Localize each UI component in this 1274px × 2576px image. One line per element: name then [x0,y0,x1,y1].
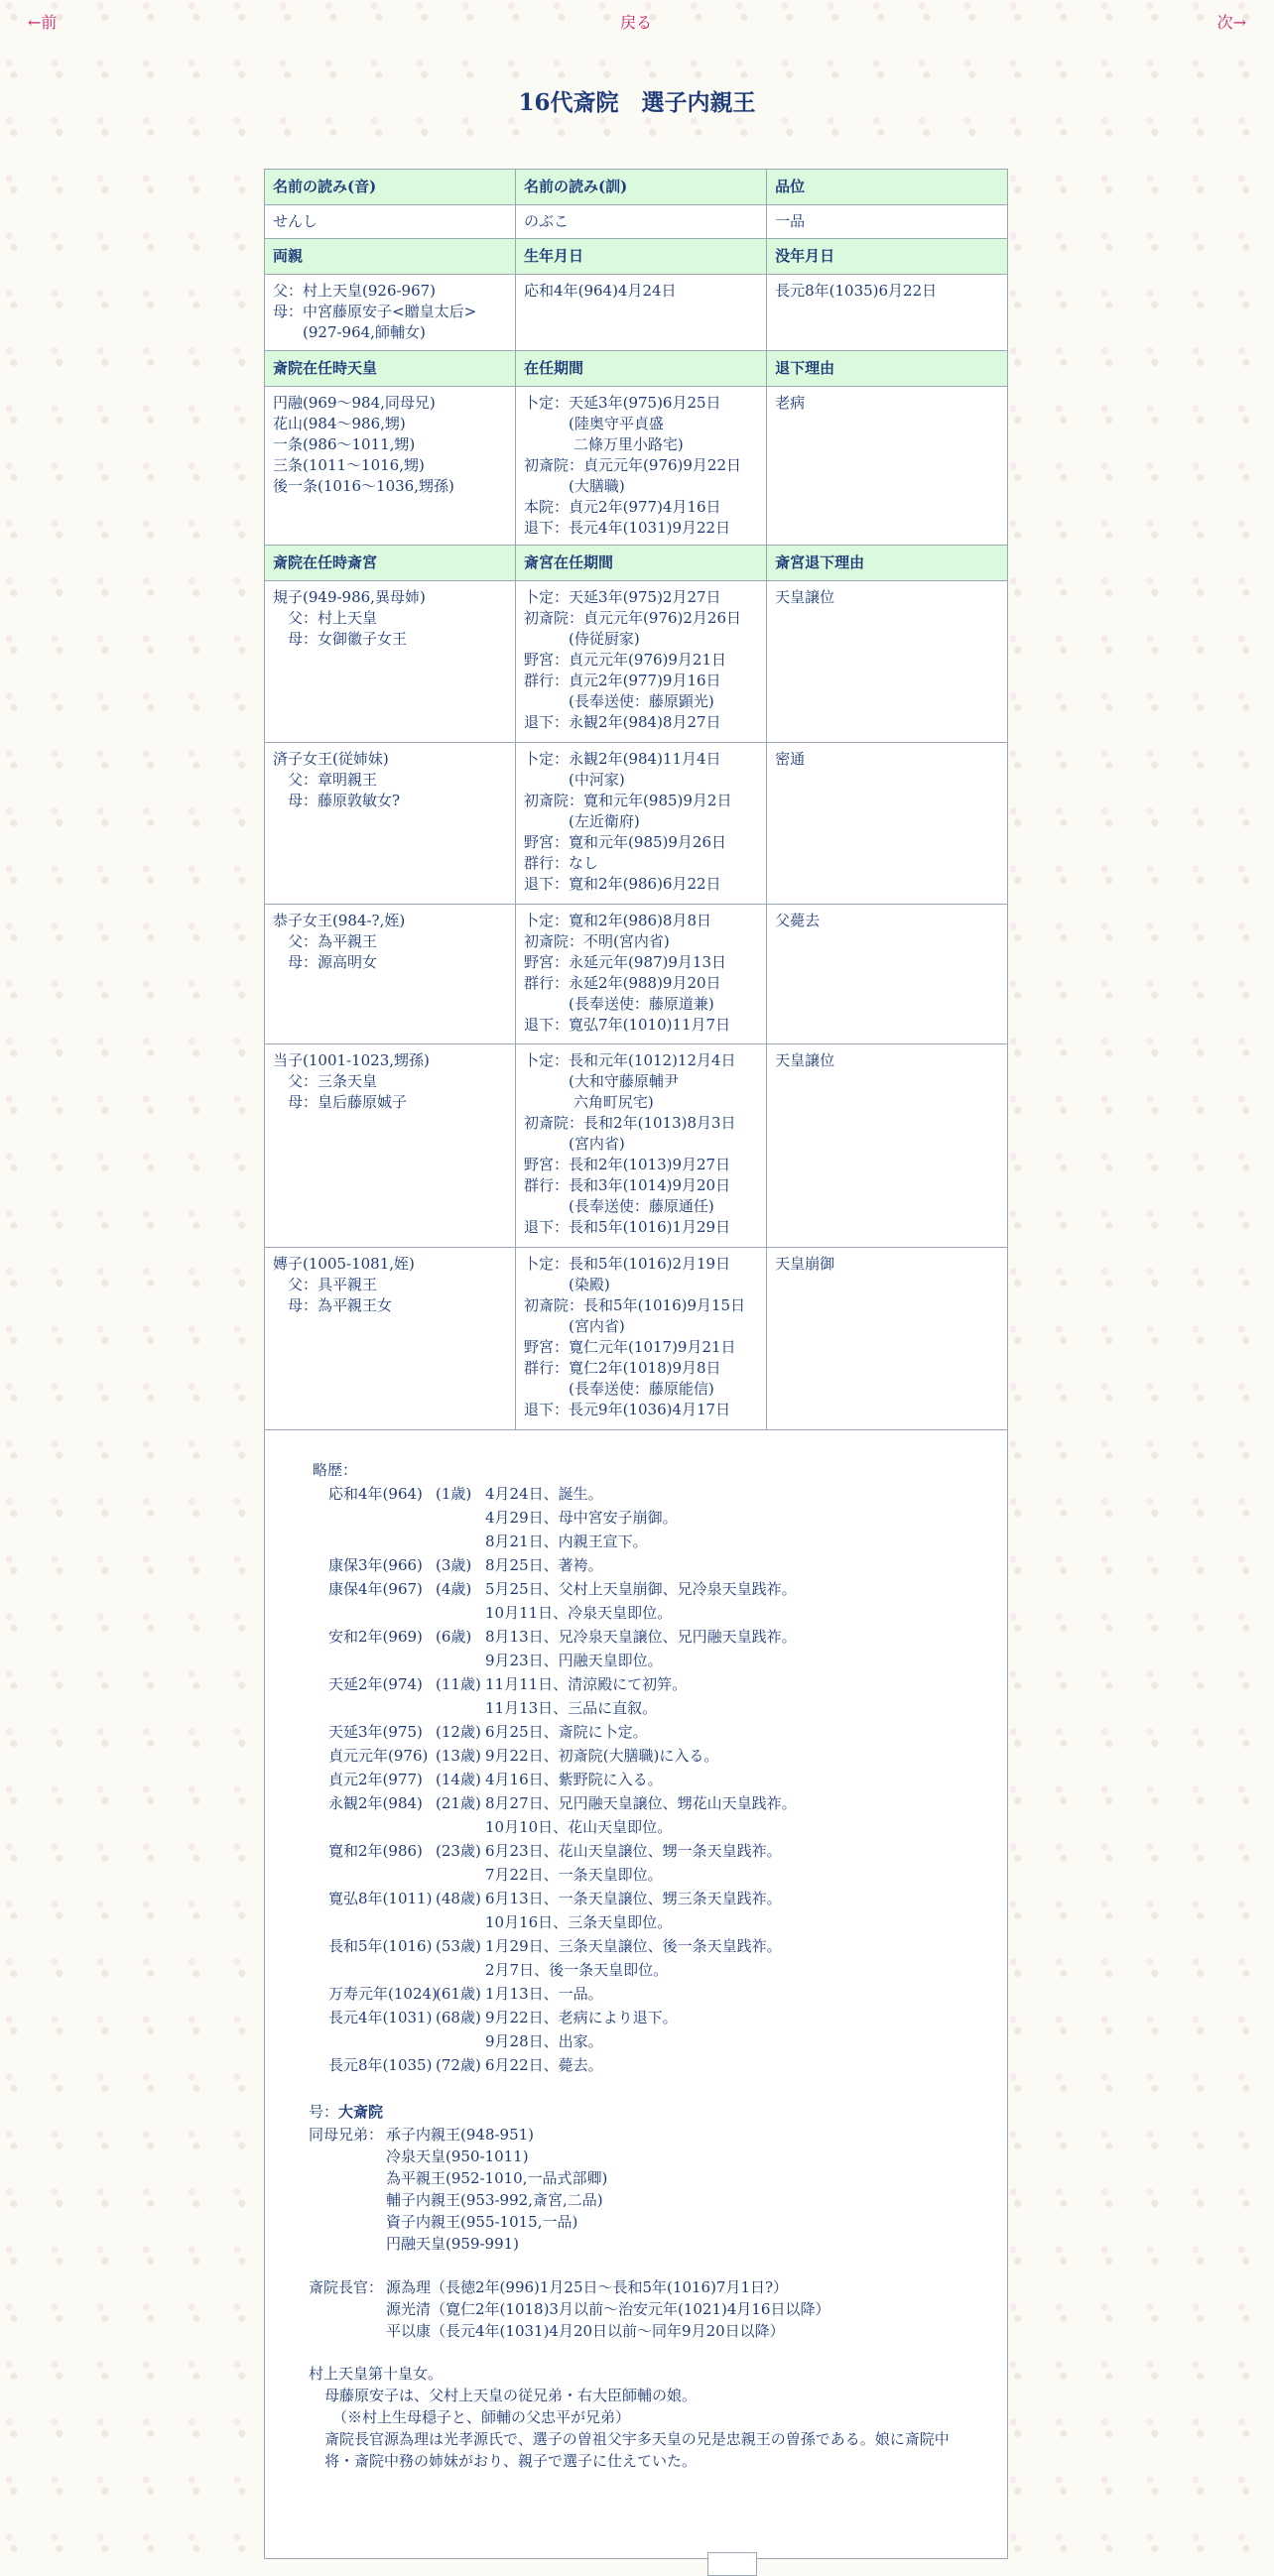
saigu-period-line: 退下：長元9年(1036)4月17日 [524,1401,731,1418]
saigu-name-line: 父：具平親王 [273,1276,378,1293]
ryakureki-event: 7月22日、一条天皇即位。 [485,1866,663,1884]
ryakureki-era: 長和5年(1016) [328,1937,433,1955]
ryakureki-event: 5月25日、父村上天皇崩御、兄冷泉天皇践祚。 [485,1580,797,1598]
saigu-period-cell [516,581,767,743]
saigu-period-line: 野宮：寛和元年(985)9月26日 [524,833,727,851]
death-date: 長元8年(1035)6月22日 [767,275,1008,351]
birth-date: 応和4年(964)4月24日 [516,275,767,351]
ryakureki-age: (13歳) [436,1747,481,1765]
ryakureki-event: 8月21日、内親王宣下。 [485,1533,648,1550]
sibling-row [309,2232,973,2254]
saigu-period-line: 退下：寛弘7年(1010)11月7日 [524,1016,731,1034]
ryakureki-event: 9月23日、円融天皇即位。 [485,1652,663,1669]
saigu-reason: 父薨去 [767,905,1008,1044]
chokan-entry: 平以康（長元4年(1031)4月20日以前～同年9月20日以降） [386,2322,785,2340]
ryakureki-age: (6歳) [436,1628,472,1646]
ryakureki-row [309,1910,973,1934]
ryakureki-era: 長元4年(1031) [328,2009,433,2026]
parent-line: (927-964,師輔女) [273,323,426,341]
sibling-row [309,2123,973,2145]
profile-table [264,169,1008,2559]
ryakureki-age: (3歳) [436,1556,472,1574]
saigu-period-line: 退下：寛和2年(986)6月22日 [524,875,721,893]
parent-line: 父：村上天皇(926-967) [273,282,437,300]
saigu-period-line: (中河家) [524,771,625,789]
ryakureki-row [309,1768,973,1791]
period-line: (大膳職) [524,477,625,495]
chokan-row [309,2319,973,2341]
saigu-name-line: 父：村上天皇 [273,609,378,627]
ryakureki-event: 6月22日、薨去。 [485,2056,603,2074]
saigu-period-line: 卜定：長和5年(1016)2月19日 [524,1255,731,1273]
saigu-period-line: 群行：長和3年(1014)9月20日 [524,1176,731,1194]
sibling-row [309,2145,973,2166]
saigu-name-line: 母：女御徽子女王 [273,630,408,648]
period-line: 退下：長元4年(1031)9月22日 [524,519,731,537]
header-cell: 品位 [767,170,1008,205]
period-line: 本院：貞元2年(977)4月16日 [524,498,721,516]
saigu-period-line: 退下：長和5年(1016)1月29日 [524,1218,731,1236]
next-link[interactable]: 次→ [1216,13,1246,32]
saigu-period-cell [516,1044,767,1248]
saigu-period-line: (宮内省) [524,1317,625,1335]
prev-link[interactable]: ←前 [28,13,58,32]
ryakureki-era: 長元8年(1035) [328,2056,433,2074]
ryakureki-event: 6月13日、一条天皇譲位、甥三条天皇践祚。 [485,1890,782,1907]
ryakureki-row [309,1530,973,1553]
parent-line: 母：中宮藤原安子<贈皇太后> [273,303,477,320]
saigu-name-line: 規子(949-986,異母姉) [273,588,426,606]
saigu-row [265,1248,1008,1430]
ryakureki-era: 貞元2年(977) [328,1771,423,1788]
ryakureki-row [309,1601,973,1625]
saigu-period-line: 群行：貞元2年(977)9月16日 [524,672,721,689]
header-cell: 両親 [265,239,516,275]
saigu-row [265,1044,1008,1248]
ryakureki-age: (12歳) [436,1723,481,1741]
ryakureki-age: (72歳) [436,2056,481,2074]
ryakureki-row [309,1815,973,1839]
saigu-period-line: (左近衛府) [524,812,640,830]
sibling-name: 為平親王(952-1010,一品式部卿) [386,2169,608,2187]
ryakureki-row [309,1863,973,1887]
siblings-label: 同母兄弟： [309,2126,384,2144]
reading-on: せんし [265,205,516,239]
ryakureki-row [309,1958,973,1982]
ryakureki-age: (48歳) [436,1890,481,1907]
saigu-period-line: 六角町尻宅) [524,1093,654,1111]
emperor-line: 後一条(1016～1036,甥孫) [273,477,454,495]
ryakureki-row [309,2053,973,2077]
sibling-name: 資子内親王(955-1015,一品) [386,2213,578,2231]
note-line: 村上天皇第十皇女。 [309,2365,444,2383]
header-row [265,351,1008,387]
ryakureki-event: 6月23日、花山天皇譲位、甥一条天皇践祚。 [485,1842,782,1860]
ryakureki-era: 貞元元年(976) [328,1747,429,1765]
ryakureki-event: 1月13日、一品。 [485,1985,603,2003]
header-cell: 斎院在任時斎宮 [265,546,516,581]
ryakureki-row [309,1791,973,1815]
period-line: (陸奥守平貞盛 [524,415,664,432]
sibling-row [309,2166,973,2188]
ryakureki-event: 1月29日、三条天皇譲位、後一条天皇践祚。 [485,1937,782,1955]
saigu-period-line: 群行：寛仁2年(1018)9月8日 [524,1359,721,1377]
ryakureki-row [309,1839,973,1863]
header-cell: 名前の読み(音) [265,170,516,205]
chokan-row [309,2297,973,2319]
sibling-name: 円融天皇(959-991) [386,2235,520,2253]
saigu-name-line: 母：皇后藤原娍子 [273,1093,408,1111]
emperor-line: 一条(986～1011,甥) [273,435,416,453]
saigu-name-line: 母：源高明女 [273,953,378,971]
ryakureki-row [309,1553,973,1577]
ryakureki-event: 9月22日、初斎院(大膳職)に入る。 [485,1747,719,1765]
ryakureki-age: (21歳) [436,1794,481,1812]
saigu-name-line: 父：為平親王 [273,932,378,950]
saigu-period-line: 群行：なし [524,854,599,872]
ryakureki-era: 寛弘8年(1011) [328,1890,433,1907]
saigu-period-line: (長奉送使：藤原能信) [524,1380,714,1398]
header-cell: 斎宮退下理由 [767,546,1008,581]
saigu-name-cell [265,1044,516,1248]
tenure-row [265,387,1008,546]
gou-label: 号： [309,2103,339,2121]
saigu-period-line: 退下：永観2年(984)8月27日 [524,713,721,731]
emperor-line: 三条(1011～1016,甥) [273,456,425,474]
ryakureki-event: 2月7日、後一条天皇即位。 [485,1961,669,1979]
back-link[interactable]: 戻る [620,13,653,32]
period-line: 二條万里小路宅) [524,435,684,453]
saigu-period-line: 野宮：寛仁元年(1017)9月21日 [524,1338,736,1356]
ryakureki-era: 天延3年(975) [328,1723,423,1741]
saigu-period-line: (大和守藤原輔尹 [524,1072,679,1090]
ryakureki-era: 永観2年(984) [328,1794,423,1812]
chokan-row [309,2275,973,2297]
ryakureki-age: (61歳) [436,1985,481,2003]
saigu-period-cell [516,905,767,1044]
note-line: 斎院長官源為理は光孝源氏で、選子の曽祖父宇多天皇の兄是忠親王の曽孫である。娘に斎院中将・斎院中務の姉妹がおり、親子で選子に仕えていた。 [324,2430,950,2470]
ryakureki-event: 4月29日、母中宮安子崩御。 [485,1509,678,1527]
note-line: 母藤原安子は、父村上天皇の従兄弟・右大臣師輔の娘。 [324,2387,698,2404]
ryakureki-row [309,1506,973,1530]
saigu-period-cell [516,1248,767,1430]
saigu-name-line: 父：章明親王 [273,771,378,789]
saigu-period-line: (染殿) [524,1276,610,1293]
ryakureki-event: 8月25日、著袴。 [485,1556,603,1574]
saigu-period-line: 野宮：永延元年(987)9月13日 [524,953,727,971]
ryakureki-age: (23歳) [436,1842,481,1860]
saigu-period-line: 卜定：永観2年(984)11月4日 [524,750,721,768]
ryakureki-row [309,1625,973,1649]
ryakureki-row [309,1720,973,1744]
header-row [265,170,1008,205]
ryakureki-event: 9月28日、出家。 [485,2032,603,2050]
header-cell: 退下理由 [767,351,1008,387]
header-cell: 斎院在任時天皇 [265,351,516,387]
parents-row [265,275,1008,351]
sibling-name: 冷泉天皇(950-1011) [386,2147,529,2165]
ryakureki-row [309,1649,973,1672]
header-cell: 名前の読み(訓) [516,170,767,205]
ryakureki-row [309,1744,973,1768]
biography-cell [265,1430,1008,2559]
ryakureki-era: 安和2年(969) [328,1628,423,1646]
ryakureki-event: 4月16日、紫野院に入る。 [485,1771,663,1788]
ryakureki-row [309,1887,973,1910]
ryakureki-age: (1歳) [436,1485,472,1503]
basic-row [265,205,1008,239]
saigu-period-line: (侍従厨家) [524,630,640,648]
saigu-row [265,743,1008,905]
ryakureki-row [309,1982,973,2006]
chokan-entry: 源為理（長徳2年(996)1月25日～長和5年(1016)7月1日?） [386,2278,789,2296]
sibling-row [309,2188,973,2210]
saigu-name-cell [265,1248,516,1430]
saigu-period-line: (長奉送使：藤原顕光) [524,692,714,710]
ryakureki-row [309,1934,973,1958]
ryakureki-event: 10月16日、三条天皇即位。 [485,1913,673,1931]
saigu-name-cell [265,743,516,905]
chokan-entry: 源光清（寛仁2年(1018)3月以前～治安元年(1021)4月16日以降） [386,2300,830,2318]
saigu-name-cell [265,581,516,743]
ryakureki-age: (11歳) [436,1675,481,1693]
header-cell: 没年月日 [767,239,1008,275]
ryakureki-event: 9月22日、老病により退下。 [485,2009,678,2026]
saigu-reason: 天皇崩御 [767,1248,1008,1430]
saigu-row [265,905,1008,1044]
ryakureki-era: 康保3年(966) [328,1556,423,1574]
ryakureki-row [309,1482,973,1506]
ryakureki-era: 万寿元年(1024) [328,1985,438,2003]
saigu-period-line: 初斎院：寛和元年(985)9月2日 [524,792,732,809]
ryakureki-age: (68歳) [436,2009,481,2026]
saigu-name-line: 父：三条天皇 [273,1072,378,1090]
page-title: 16代斎院 選子内親王 [518,89,756,116]
ryakureki-era: 天延2年(974) [328,1675,423,1693]
ryakureki-title: 略歴： [313,1461,358,1479]
saigu-reason: 天皇譲位 [767,1044,1008,1248]
ryakureki-event: 8月27日、兄円融天皇譲位、甥花山天皇践祚。 [485,1794,797,1812]
sibling-name: 承子内親王(948-951) [386,2126,535,2144]
ryakureki-row [309,2006,973,2029]
retire-reason: 老病 [767,387,1008,546]
saigu-reason: 密通 [767,743,1008,905]
sibling-name: 輔子内親王(953-992,斎宮,二品) [386,2191,603,2209]
emperors-cell [265,387,516,546]
rank: 一品 [767,205,1008,239]
header-cell: 生年月日 [516,239,767,275]
saigu-name-line: 済子女王(従姉妹) [273,750,389,768]
biography-row [265,1430,1008,2559]
siblings-list [309,2123,973,2254]
saigu-name-line: 母：為平親王女 [273,1296,393,1314]
saigu-name-line: 恭子女王(984-?,姪) [273,912,406,929]
saigu-period-line: 野宮：貞元元年(976)9月21日 [524,651,727,669]
saigu-period-line: 野宮：長和2年(1013)9月27日 [524,1156,731,1173]
ryakureki-era: 寛和2年(986) [328,1842,423,1860]
ryakureki-row [309,1672,973,1696]
gou-value: 大斎院 [338,2103,384,2121]
saigu-period-line: 卜定：長和元年(1012)12月4日 [524,1051,736,1069]
ryakureki-event: 10月10日、花山天皇即位。 [485,1818,673,1836]
header-row [265,546,1008,581]
header-row [265,239,1008,275]
chokan-list [309,2275,973,2341]
ryakureki-row [309,1696,973,1720]
saigu-period-line: 初斎院：長和5年(1016)9月15日 [524,1296,746,1314]
saigu-name-cell [265,905,516,1044]
chokan-label: 斎院長官： [309,2278,384,2296]
ryakureki-row [309,1577,973,1601]
ryakureki-age: (53歳) [436,1937,481,1955]
saigu-period-line: 卜定：天延3年(975)2月27日 [524,588,721,606]
note-line: （※村上生母穏子と、師輔の父忠平が兄弟） [332,2408,631,2426]
saigu-period-line: 初斎院：長和2年(1013)8月3日 [524,1114,736,1132]
ryakureki-event: 10月11日、冷泉天皇即位。 [485,1604,673,1622]
sibling-row [309,2210,973,2232]
saigu-name-line: 母：藤原敦敏女? [273,792,401,809]
saigu-period-line: 初斎院：貞元元年(976)2月26日 [524,609,742,627]
emperor-line: 花山(984～986,甥) [273,415,406,432]
saigu-reason: 天皇譲位 [767,581,1008,743]
ryakureki-list [309,1482,973,2077]
ryakureki-event: 11月11日、清涼殿にて初笄。 [485,1675,688,1693]
saigu-period-line: (宮内省) [524,1135,625,1153]
saigu-period-line: 卜定：寛和2年(986)8月8日 [524,912,712,929]
tenure-period-cell [516,387,767,546]
ryakureki-age: (14歳) [436,1771,481,1788]
saigu-period-cell [516,743,767,905]
ryakureki-event: 8月13日、兄冷泉天皇譲位、兄円融天皇践祚。 [485,1628,797,1646]
top-navigation [0,10,1274,36]
bottom-button[interactable] [707,2552,757,2576]
ryakureki-era: 康保4年(967) [328,1580,423,1598]
title-line [309,2101,973,2123]
saigu-row [265,581,1008,743]
saigu-name-line: 嫥子(1005-1081,姪) [273,1255,415,1273]
period-line: 初斎院：貞元元年(976)9月22日 [524,456,742,474]
parents-cell [265,275,516,351]
ryakureki-era: 応和4年(964) [328,1485,423,1503]
ryakureki-age: (4歳) [436,1580,472,1598]
biography [309,1458,973,2472]
ryakureki-event: 11月13日、三品に直叙。 [485,1699,658,1717]
saigu-period-line: 初斎院：不明(宮内省) [524,932,670,950]
period-line: 卜定：天延3年(975)6月25日 [524,394,721,412]
saigu-period-line: (長奉送使：藤原通任) [524,1197,714,1215]
saigu-period-line: 群行：永延2年(988)9月20日 [524,974,721,992]
emperor-line: 円融(969～984,同母兄) [273,394,436,412]
header-cell: 在任期間 [516,351,767,387]
saigu-period-line: (長奉送使：藤原道兼) [524,995,714,1013]
header-cell: 斎宮在任期間 [516,546,767,581]
notes [309,2363,973,2472]
ryakureki-row [309,2029,973,2053]
reading-kun: のぶこ [516,205,767,239]
ryakureki-event: 6月25日、斎院に卜定。 [485,1723,648,1741]
ryakureki-event: 4月24日、誕生。 [485,1485,603,1503]
saigu-name-line: 当子(1001-1023,甥孫) [273,1051,430,1069]
